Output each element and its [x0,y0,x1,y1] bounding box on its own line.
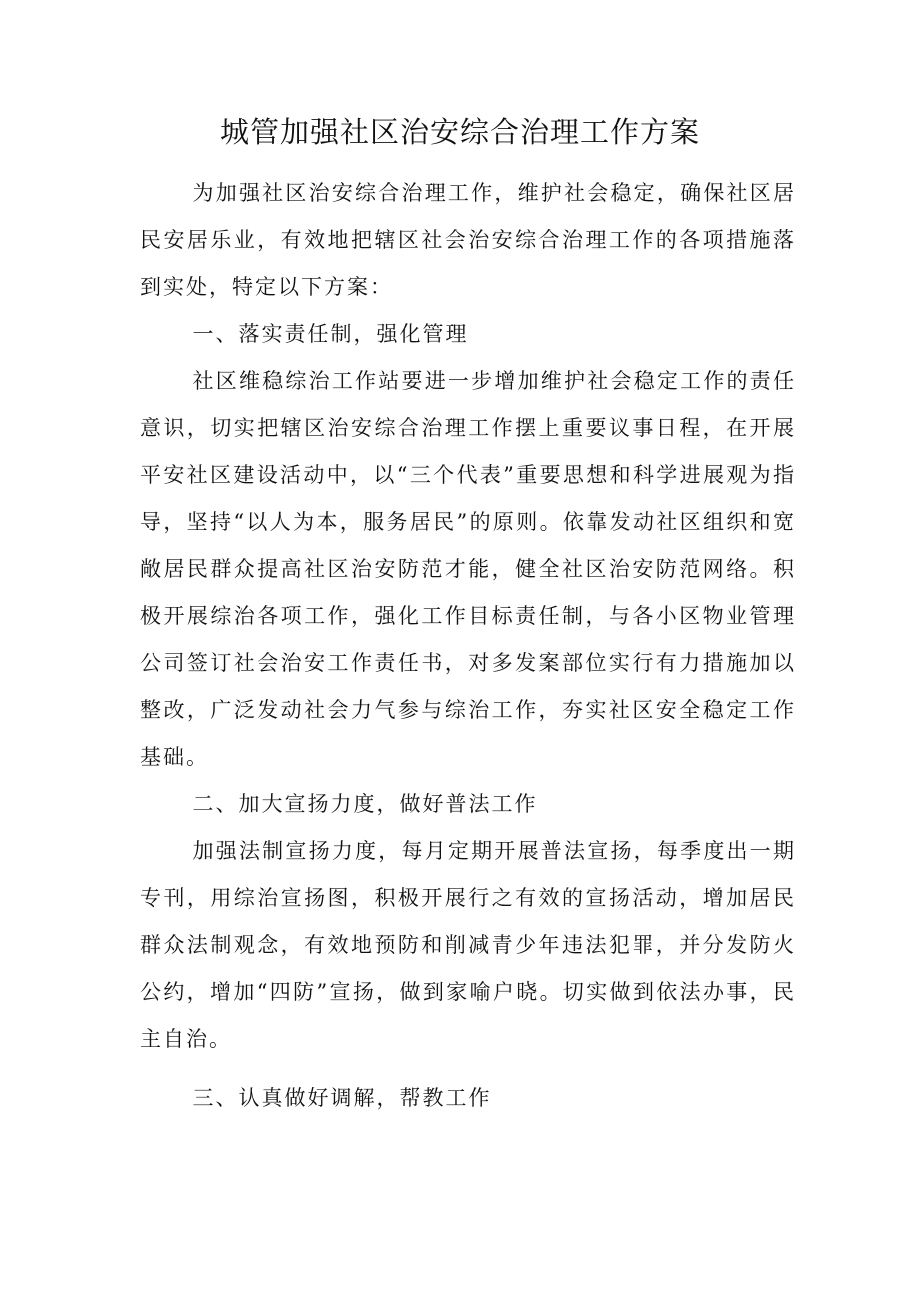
document-title: 城管加强社区治安综合治理工作方案 [219,115,700,149]
intro-paragraph: 为加强社区治安综合治理工作，维护社会稳定，确保社区居民安居乐业，有效地把辖区社会治安综合治理工作的各项措施落到实处，特定以下方案： [140,181,796,299]
document-body [140,170,796,1122]
section-body-2: 加强法制宣扬力度，每月定期开展普法宣扬，每季度出一期专刊，用综治宣扬图，积极开展行之有效的宣扬活动，增加居民群众法制观念，有效地预防和削减青少年违法犯罪，并分发防火公约，增加“四防”宣扬，做到家喻户晓。切实做到依法办事，民主自治。 [140,839,796,1051]
section-heading-2: 二、加大宣扬力度，做好普法工作 [192,792,538,816]
section-heading-1: 一、落实责任制，强化管理 [192,322,469,346]
section-heading-3: 三、认真做好调解，帮教工作 [192,1086,492,1110]
section-body-1: 社区维稳综治工作站要进一步增加维护社会稳定工作的责任意识，切实把辖区治安综合治理工作摆上重要议事日程，在开展平安社区建设活动中，以“三个代表”重要思想和科学进展观为指导，坚持“以人为本，服务居民”的原则。依靠发动社区组织和宽敞居民群众提高社区治安防范才能，健全社区治安防范网络。积极开展综治各项工作，强化工作目标责任制，与各小区物业管理公司签订社会治安工作责任书，对多发案部位实行有力措施加以整改，广泛发动社会力气参与综治工作，夯实社区安全稳定工作基础。 [140,369,796,769]
